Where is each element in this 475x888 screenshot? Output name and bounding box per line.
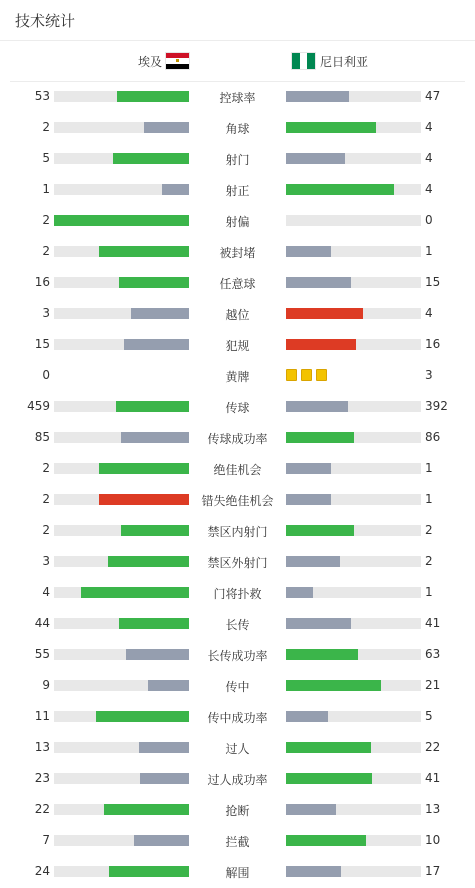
away-bar-fill <box>286 184 394 195</box>
home-bar-track <box>54 649 189 660</box>
home-stat-value: 53 <box>34 89 50 103</box>
stats-header <box>0 0 475 41</box>
home-bar-track <box>54 463 189 474</box>
home-bar-track <box>54 494 189 505</box>
away-bar-fill <box>286 246 331 257</box>
away-bar-fill <box>286 835 366 846</box>
stat-label: 传球成功率 <box>207 432 268 446</box>
stat-label: 解围 <box>225 866 250 880</box>
egypt-flag-icon <box>165 52 190 70</box>
stat-row <box>0 546 475 577</box>
away-bar-fill <box>286 618 351 629</box>
home-bar-track <box>54 277 189 288</box>
away-bar-track <box>286 401 421 412</box>
away-bar-fill <box>286 556 340 567</box>
home-bar-fill <box>131 308 189 319</box>
away-team-name: 尼日利亚 <box>320 55 369 69</box>
away-bar-track <box>286 463 421 474</box>
home-bar-track <box>54 215 189 226</box>
away-bar-fill <box>286 308 363 319</box>
home-stat-value: 0 <box>42 368 50 382</box>
home-team-name: 埃及 <box>137 55 162 69</box>
home-stat-value: 2 <box>42 120 50 134</box>
home-stat-value: 16 <box>34 275 50 289</box>
away-stat-value: 86 <box>425 430 441 444</box>
away-bar-fill <box>286 742 371 753</box>
home-bar-track <box>54 122 189 133</box>
stat-label: 角球 <box>225 122 250 136</box>
away-stat-value: 4 <box>425 182 433 196</box>
away-bar-track <box>286 742 421 753</box>
stat-row <box>0 205 475 236</box>
home-bar-track <box>54 556 189 567</box>
away-bar-fill <box>286 122 376 133</box>
stat-row <box>0 670 475 701</box>
home-bar-track <box>54 91 189 102</box>
home-stat-value: 1 <box>42 182 50 196</box>
away-stat-value: 1 <box>425 244 433 258</box>
home-bar-track <box>54 153 189 164</box>
home-bar-fill <box>148 680 189 691</box>
stat-row <box>0 453 475 484</box>
home-bar-track <box>54 618 189 629</box>
stat-label: 传中 <box>225 680 250 694</box>
stat-row <box>0 701 475 732</box>
home-bar-fill <box>99 463 189 474</box>
away-bar-track <box>286 494 421 505</box>
home-bar-fill <box>117 91 189 102</box>
stat-row <box>0 422 475 453</box>
home-stat-value: 459 <box>27 399 50 413</box>
away-bar-track <box>286 711 421 722</box>
home-bar-track <box>54 339 189 350</box>
stat-row <box>0 608 475 639</box>
stat-label: 控球率 <box>219 91 256 105</box>
home-bar-track <box>54 866 189 877</box>
stat-row <box>0 763 475 794</box>
away-bar-fill <box>286 463 331 474</box>
home-bar-fill <box>121 432 189 443</box>
away-bar-track <box>286 246 421 257</box>
home-bar-fill <box>96 711 189 722</box>
stat-row <box>0 639 475 670</box>
away-bar-fill <box>286 866 341 877</box>
away-stat-value: 41 <box>425 771 441 785</box>
home-bar-track <box>54 246 189 257</box>
home-bar-fill <box>119 277 189 288</box>
away-stat-value: 1 <box>425 585 433 599</box>
away-bar-track <box>286 122 421 133</box>
away-stat-value: 47 <box>425 89 441 103</box>
stat-label: 长传成功率 <box>207 649 268 663</box>
away-bar-fill <box>286 773 372 784</box>
home-bar-fill <box>108 556 189 567</box>
home-bar-track <box>54 432 189 443</box>
away-bar-track <box>286 804 421 815</box>
home-stat-value: 22 <box>34 802 50 816</box>
away-bar-fill <box>286 277 351 288</box>
home-stat-value: 2 <box>42 213 50 227</box>
away-stat-value: 1 <box>425 492 433 506</box>
away-bar-fill <box>286 804 336 815</box>
stat-row <box>0 267 475 298</box>
home-bar-fill <box>99 246 189 257</box>
home-bar-track <box>54 184 189 195</box>
away-stat-value: 63 <box>425 647 441 661</box>
away-stat-value: 16 <box>425 337 441 351</box>
yellow-cards <box>286 369 327 382</box>
stat-row <box>0 360 475 391</box>
away-bar-fill <box>286 711 328 722</box>
away-bar-fill <box>286 432 354 443</box>
home-stat-value: 5 <box>42 151 50 165</box>
stat-label: 过人 <box>225 742 250 756</box>
stat-label: 射正 <box>225 184 250 198</box>
home-stat-value: 23 <box>34 771 50 785</box>
home-bar-fill <box>116 401 189 412</box>
away-bar-fill <box>286 494 331 505</box>
home-stat-value: 3 <box>42 554 50 568</box>
home-bar-fill <box>119 618 189 629</box>
away-bar-fill <box>286 339 356 350</box>
home-stat-value: 15 <box>34 337 50 351</box>
away-bar-track <box>286 649 421 660</box>
home-stat-value: 2 <box>42 461 50 475</box>
stat-label: 禁区外射门 <box>207 556 268 570</box>
away-bar-track <box>286 91 421 102</box>
home-bar-fill <box>144 122 189 133</box>
stat-label: 射偏 <box>225 215 250 229</box>
stat-row <box>0 825 475 856</box>
home-bar-fill <box>99 494 189 505</box>
away-bar-track <box>286 587 421 598</box>
away-stat-value: 17 <box>425 864 441 878</box>
home-bar-fill <box>126 649 189 660</box>
away-bar-fill <box>286 649 358 660</box>
away-bar-track <box>286 308 421 319</box>
home-bar-fill <box>109 866 189 877</box>
home-stat-value: 4 <box>42 585 50 599</box>
home-bar-track <box>54 804 189 815</box>
home-bar-track <box>54 401 189 412</box>
page-title: 技术统计 <box>15 12 76 30</box>
home-bar-fill <box>140 773 189 784</box>
away-bar-fill <box>286 680 381 691</box>
stat-label: 射门 <box>225 153 250 167</box>
home-stat-value: 44 <box>34 616 50 630</box>
home-bar-track <box>54 308 189 319</box>
home-bar-track <box>54 680 189 691</box>
home-stat-value: 3 <box>42 306 50 320</box>
home-bar-track <box>54 587 189 598</box>
home-bar-fill <box>54 215 189 226</box>
stat-row <box>0 732 475 763</box>
teams-header <box>10 41 465 82</box>
home-stat-value: 9 <box>42 678 50 692</box>
home-bar-track <box>54 835 189 846</box>
stat-label: 任意球 <box>219 277 256 291</box>
stat-row <box>0 391 475 422</box>
stat-row <box>0 794 475 825</box>
away-bar-track <box>286 153 421 164</box>
yellow-card-icon <box>286 369 297 381</box>
away-stat-value: 3 <box>425 368 433 382</box>
stats-list <box>0 81 475 887</box>
home-stat-value: 2 <box>42 492 50 506</box>
away-bar-track <box>286 277 421 288</box>
home-bar-fill <box>139 742 189 753</box>
stat-row <box>0 81 475 112</box>
home-bar-fill <box>162 184 189 195</box>
away-stat-value: 21 <box>425 678 441 692</box>
away-bar-fill <box>286 91 349 102</box>
stat-label: 抢断 <box>225 804 250 818</box>
home-bar-track <box>54 525 189 536</box>
away-stat-value: 4 <box>425 306 433 320</box>
home-bar-fill <box>121 525 189 536</box>
stat-label: 禁区内射门 <box>207 525 268 539</box>
away-stat-value: 0 <box>425 213 433 227</box>
home-stat-value: 85 <box>34 430 50 444</box>
home-bar-track <box>54 773 189 784</box>
home-stat-value: 2 <box>42 523 50 537</box>
away-stat-value: 41 <box>425 616 441 630</box>
away-bar-track <box>286 215 421 226</box>
stat-row <box>0 112 475 143</box>
stat-label: 错失绝佳机会 <box>201 494 274 508</box>
stat-row <box>0 174 475 205</box>
away-bar-track <box>286 432 421 443</box>
away-bar-track <box>286 618 421 629</box>
away-bar-track <box>286 835 421 846</box>
home-stat-value: 2 <box>42 244 50 258</box>
home-stat-value: 7 <box>42 833 50 847</box>
away-bar-track <box>286 556 421 567</box>
stat-row <box>0 329 475 360</box>
away-bar-track <box>286 866 421 877</box>
away-bar-fill <box>286 587 313 598</box>
home-bar-fill <box>134 835 189 846</box>
yellow-card-icon <box>301 369 312 381</box>
away-stat-value: 4 <box>425 120 433 134</box>
stat-row <box>0 577 475 608</box>
away-bar-track <box>286 184 421 195</box>
stat-row <box>0 856 475 887</box>
home-stat-value: 24 <box>34 864 50 878</box>
away-stat-value: 2 <box>425 523 433 537</box>
home-stat-value: 13 <box>34 740 50 754</box>
stat-label: 传中成功率 <box>207 711 268 725</box>
away-stat-value: 1 <box>425 461 433 475</box>
stat-label: 传球 <box>225 401 250 415</box>
away-stat-value: 5 <box>425 709 433 723</box>
home-bar-track <box>54 711 189 722</box>
stat-label: 长传 <box>225 618 250 632</box>
stat-row <box>0 484 475 515</box>
away-bar-fill <box>286 401 348 412</box>
away-bar-track <box>286 773 421 784</box>
stat-row <box>0 143 475 174</box>
stat-row <box>0 236 475 267</box>
stat-label: 过人成功率 <box>207 773 268 787</box>
home-bar-fill <box>104 804 189 815</box>
stat-label: 越位 <box>225 308 250 322</box>
away-stat-value: 13 <box>425 802 441 816</box>
home-bar-fill <box>113 153 189 164</box>
away-bar-track <box>286 525 421 536</box>
yellow-card-icon <box>316 369 327 381</box>
stat-label: 绝佳机会 <box>213 463 262 477</box>
away-stat-value: 2 <box>425 554 433 568</box>
away-bar-fill <box>286 153 345 164</box>
home-bar-fill <box>124 339 189 350</box>
away-stat-value: 4 <box>425 151 433 165</box>
home-bar-track <box>54 742 189 753</box>
away-stat-value: 15 <box>425 275 441 289</box>
stat-label: 犯规 <box>225 339 250 353</box>
home-stat-value: 55 <box>34 647 50 661</box>
away-stat-value: 22 <box>425 740 441 754</box>
away-bar-track <box>286 680 421 691</box>
away-stat-value: 10 <box>425 833 441 847</box>
home-stat-value: 11 <box>34 709 50 723</box>
away-bar-track <box>286 339 421 350</box>
stat-label: 门将扑救 <box>213 587 262 601</box>
stat-row <box>0 298 475 329</box>
stat-row <box>0 515 475 546</box>
stat-label: 黄牌 <box>225 370 250 384</box>
away-bar-fill <box>286 525 354 536</box>
away-stat-value: 392 <box>425 399 448 413</box>
nigeria-flag-icon <box>291 52 316 70</box>
stat-label: 拦截 <box>225 835 250 849</box>
stat-label: 被封堵 <box>219 246 256 260</box>
home-bar-fill <box>81 587 189 598</box>
